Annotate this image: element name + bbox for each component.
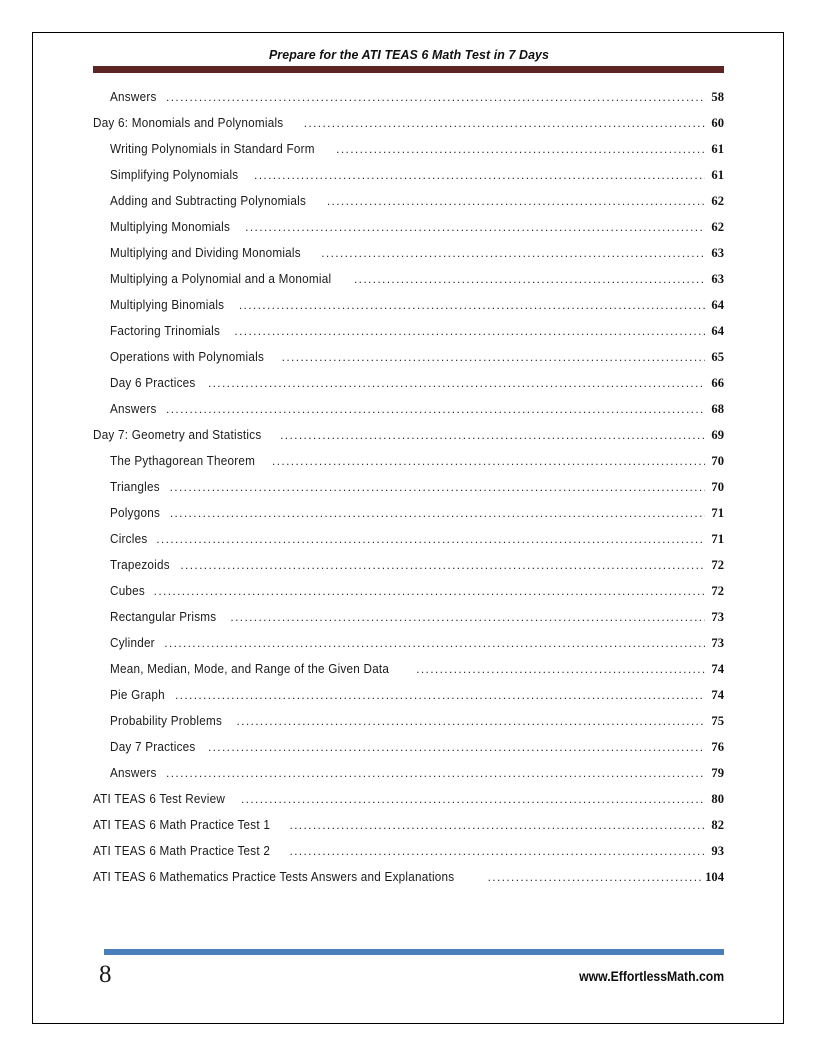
toc-entry[interactable] — [93, 530, 724, 556]
toc-entry[interactable] — [93, 608, 724, 634]
toc-dot-leader — [272, 452, 705, 465]
toc-entry-title: Adding and Subtracting Polynomials — [110, 194, 307, 208]
toc-entry-title: Multiplying Binomials — [110, 298, 225, 312]
toc-entry[interactable] — [93, 296, 724, 322]
toc-dot-leader — [170, 478, 705, 491]
toc-dot-leader — [282, 348, 705, 361]
toc-entry-page-number: 93 — [711, 844, 724, 858]
table-of-contents — [93, 88, 724, 894]
toc-entry-title: Rectangular Prisms — [110, 610, 217, 624]
footer-page-number: 8 — [99, 961, 112, 988]
toc-entry[interactable] — [93, 322, 724, 348]
toc-dot-leader — [336, 140, 705, 153]
toc-entry[interactable] — [93, 140, 724, 166]
toc-entry[interactable] — [93, 686, 724, 712]
toc-entry-title: Multiplying Monomials — [110, 220, 231, 234]
toc-entry-page-number: 72 — [711, 558, 724, 572]
toc-entry[interactable] — [93, 88, 724, 114]
toc-entry[interactable] — [93, 712, 724, 738]
toc-dot-leader — [156, 530, 705, 543]
toc-entry-page-number: 74 — [711, 688, 724, 702]
toc-entry[interactable] — [93, 400, 724, 426]
toc-entry-title: Day 7: Geometry and Statistics — [93, 428, 262, 442]
toc-entry[interactable] — [93, 374, 724, 400]
toc-entry-page-number: 72 — [711, 584, 724, 598]
toc-entry-title: The Pythagorean Theorem — [110, 454, 256, 468]
toc-entry[interactable] — [93, 244, 724, 270]
footer-rule — [104, 949, 724, 955]
toc-entry-page-number: 76 — [711, 740, 724, 754]
toc-entry[interactable] — [93, 868, 724, 894]
toc-entry-title: Triangles — [110, 480, 160, 494]
toc-entry-page-number: 64 — [711, 298, 724, 312]
toc-entry-page-number: 80 — [711, 792, 724, 806]
toc-entry[interactable] — [93, 816, 724, 842]
toc-entry[interactable] — [93, 764, 724, 790]
toc-entry[interactable] — [93, 842, 724, 868]
toc-entry-title: Probability Problems — [110, 714, 223, 728]
toc-entry[interactable] — [93, 218, 724, 244]
toc-entry-title: Trapezoids — [110, 558, 170, 572]
toc-entry-page-number: 58 — [711, 90, 724, 104]
toc-dot-leader — [327, 192, 705, 205]
toc-entry-page-number: 104 — [705, 870, 724, 884]
toc-dot-leader — [230, 608, 705, 621]
toc-entry-title: Multiplying a Polynomial and a Monomial — [110, 272, 332, 286]
toc-entry-title: Answers — [110, 402, 157, 416]
toc-entry-page-number: 71 — [711, 506, 724, 520]
toc-entry-title: Multiplying and Dividing Monomials — [110, 246, 301, 260]
toc-dot-leader — [208, 374, 705, 387]
toc-dot-leader — [304, 114, 705, 127]
toc-entry-page-number: 73 — [711, 610, 724, 624]
toc-entry[interactable] — [93, 504, 724, 530]
toc-entry-page-number: 61 — [711, 168, 724, 182]
toc-entry-title: ATI TEAS 6 Math Practice Test 2 — [93, 844, 271, 858]
toc-entry-page-number: 61 — [711, 142, 724, 156]
toc-entry-title: Day 7 Practices — [110, 740, 196, 754]
toc-entry-page-number: 70 — [711, 454, 724, 468]
toc-entry-title: Answers — [110, 766, 157, 780]
toc-dot-leader — [241, 790, 705, 803]
toc-dot-leader — [237, 712, 706, 725]
toc-entry-title: Polygons — [110, 506, 161, 520]
toc-dot-leader — [289, 842, 705, 855]
toc-dot-leader — [245, 218, 705, 231]
toc-entry-page-number: 64 — [711, 324, 724, 338]
toc-entry-page-number: 65 — [711, 350, 724, 364]
toc-entry-page-number: 70 — [711, 480, 724, 494]
toc-entry-page-number: 69 — [711, 428, 724, 442]
toc-dot-leader — [208, 738, 705, 751]
toc-entry[interactable] — [93, 556, 724, 582]
toc-entry-page-number: 73 — [711, 636, 724, 650]
toc-entry-page-number: 75 — [711, 714, 724, 728]
toc-entry-page-number: 82 — [711, 818, 724, 832]
toc-entry[interactable] — [93, 478, 724, 504]
toc-entry[interactable] — [93, 426, 724, 452]
toc-dot-leader — [488, 868, 705, 881]
toc-entry-title: Day 6: Monomials and Polynomials — [93, 116, 284, 130]
toc-entry-page-number: 66 — [711, 376, 724, 390]
toc-entry-page-number: 71 — [711, 532, 724, 546]
toc-dot-leader — [175, 686, 705, 699]
toc-entry-title: Cylinder — [110, 636, 155, 650]
toc-dot-leader — [166, 88, 705, 101]
toc-entry[interactable] — [93, 348, 724, 374]
toc-entry-title: Writing Polynomials in Standard Form — [110, 142, 315, 156]
toc-entry[interactable] — [93, 166, 724, 192]
toc-entry[interactable] — [93, 660, 724, 686]
toc-entry[interactable] — [93, 634, 724, 660]
toc-entry-title: ATI TEAS 6 Test Review — [93, 792, 226, 806]
toc-entry-title: Simplifying Polynomials — [110, 168, 239, 182]
toc-dot-leader — [354, 270, 705, 283]
footer-website-link[interactable]: www.EffortlessMath.com — [578, 969, 724, 984]
toc-dot-leader — [416, 660, 705, 673]
toc-dot-leader — [289, 816, 705, 829]
toc-entry-title: Mean, Median, Mode, and Range of the Given Data — [110, 662, 390, 676]
toc-entry-page-number: 62 — [711, 220, 724, 234]
toc-dot-leader — [166, 764, 705, 777]
toc-entry-title: Cubes — [110, 584, 146, 598]
toc-dot-leader — [280, 426, 705, 439]
toc-entry-page-number: 68 — [711, 402, 724, 416]
toc-entry[interactable] — [93, 114, 724, 140]
header-rule — [93, 66, 724, 73]
toc-entry-title: Factoring Trinomials — [110, 324, 221, 338]
toc-entry-page-number: 74 — [711, 662, 724, 676]
toc-dot-leader — [234, 322, 705, 335]
toc-entry-page-number: 62 — [711, 194, 724, 208]
toc-dot-leader — [154, 582, 705, 595]
toc-entry[interactable] — [93, 452, 724, 478]
toc-dot-leader — [170, 504, 705, 517]
toc-entry-title: Circles — [110, 532, 148, 546]
toc-entry-page-number: 63 — [711, 246, 724, 260]
toc-entry-page-number: 60 — [711, 116, 724, 130]
toc-entry[interactable] — [93, 270, 724, 296]
toc-entry-title: Answers — [110, 90, 157, 104]
toc-entry[interactable] — [93, 790, 724, 816]
toc-entry[interactable] — [93, 738, 724, 764]
toc-dot-leader — [180, 556, 705, 569]
toc-dot-leader — [321, 244, 705, 257]
toc-entry[interactable] — [93, 192, 724, 218]
running-header-title: Prepare for the ATI TEAS 6 Math Test in 7 Days — [268, 47, 549, 62]
toc-dot-leader — [254, 166, 705, 179]
toc-entry[interactable] — [93, 582, 724, 608]
toc-dot-leader — [164, 634, 705, 647]
toc-entry-title: Pie Graph — [110, 688, 165, 702]
toc-dot-leader — [166, 400, 705, 413]
toc-entry-page-number: 79 — [711, 766, 724, 780]
toc-entry-title: Day 6 Practices — [110, 376, 196, 390]
toc-entry-title: Operations with Polynomials — [110, 350, 265, 364]
toc-entry-title: ATI TEAS 6 Mathematics Practice Tests Answers and Explanations — [93, 870, 455, 884]
toc-entry-page-number: 63 — [711, 272, 724, 286]
toc-dot-leader — [239, 296, 705, 309]
toc-entry-title: ATI TEAS 6 Math Practice Test 1 — [93, 818, 271, 832]
running-header — [93, 46, 724, 64]
